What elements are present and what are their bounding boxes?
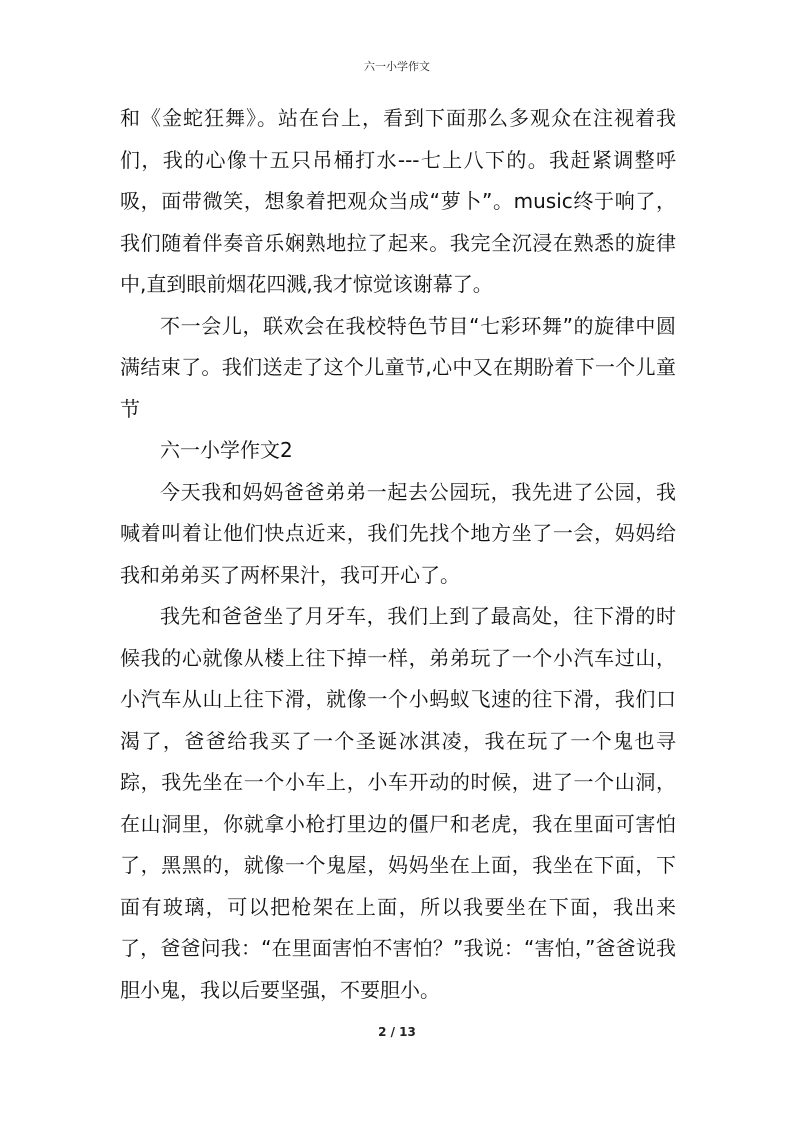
- paragraph: 我先和爸爸坐了月牙车，我们上到了最高处，往下滑的时候我的心就像从楼上往下掉一样，弟弟玩了一个小汽车过山，小汽车从山上往下滑，就像一个小蚂蚁飞速的往下滑，我们口渴了，爸爸给我买了一个圣诞冰淇凌，我在玩了一个鬼也寻踪，我先坐在一个小车上，小车开动的时候，进了一个山洞，在山洞里，你就拿小枪打里边的僵尸和老虎，我在里面可害怕了，黑黑的，就像一个鬼屋，妈妈坐在上面，我坐在下面，下面有玻璃，可以把枪架在上面，所以我要坐在下面，我出来了，爸爸问我：“在里面害怕不害怕？”我说：“害怕，”爸爸说我胆小鬼，我以后要坚强，不要胆小。: [120, 604, 676, 1002]
- paragraph: 今天我和妈妈爸爸弟弟一起去公园玩，我先进了公园，我喊着叫着让他们快点近来，我们先找个地方坐了一会，妈妈给我和弟弟买了两杯果汁，我可开心了。: [120, 479, 676, 587]
- page-header: 六一小学作文: [364, 60, 430, 73]
- paragraph-continued: 和《金蛇狂舞》。站在台上，看到下面那么多观众在注视着我们，我的心像十五只吊桶打水---七上八下的。我赶紧调整呼吸，面带微笑，想象着把观众当成“萝卜”。music终于响了，我们随着伴奏音乐娴熟地拉了起来。我完全沉浸在熟悉的旋律中,直到眼前烟花四溅,我才惊觉该谢幕了。: [120, 106, 676, 296]
- paragraph: 不一会儿，联欢会在我校特色节目“七彩环舞”的旋律中圆满结束了。我们送走了这个儿童节,心中又在期盼着下一个儿童节: [120, 313, 676, 421]
- essay-title: 六一小学作文2: [160, 438, 293, 462]
- page-number: 2 / 13: [378, 1025, 416, 1039]
- document-body: [120, 98, 676, 1011]
